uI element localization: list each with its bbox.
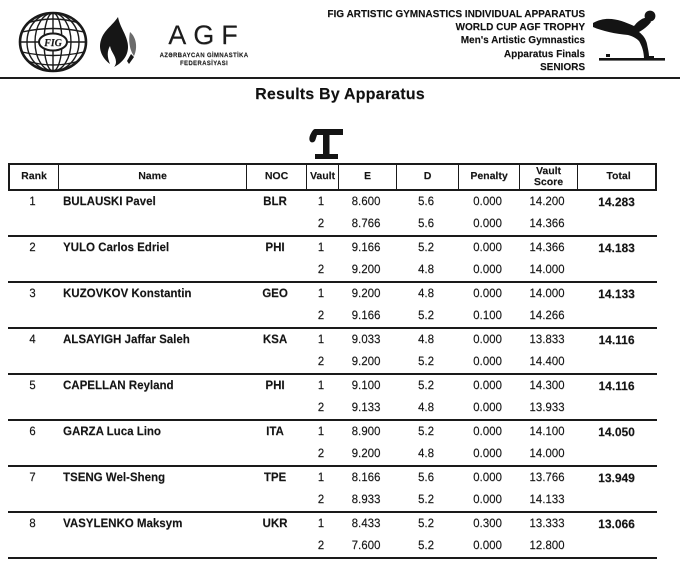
vault-score-value: 12.800: [529, 540, 565, 552]
penalty-value: 0.000: [473, 196, 502, 208]
e-score: 8.433: [351, 518, 381, 530]
vault-score-value: 13.933: [529, 402, 565, 414]
col-header-vault-score: [520, 165, 578, 189]
d-score: 5.2: [418, 426, 434, 438]
e-score: 8.600: [351, 196, 381, 208]
rank-value: 2: [29, 242, 36, 254]
vault-row-1: [8, 421, 657, 443]
vault-row-2: [8, 351, 657, 373]
vault-number: 2: [317, 402, 325, 414]
vault-row-1: [8, 283, 657, 305]
e-score: 9.166: [351, 310, 381, 322]
e-score: 9.133: [351, 402, 381, 414]
penalty-value: 0.000: [473, 356, 502, 368]
col-header-d: D: [397, 165, 459, 189]
event-line-1: FIG ARTISTIC GYMNASTICS INDIVIDUAL APPARATUS: [327, 9, 585, 20]
noc-code: KSA: [262, 334, 288, 346]
noc-code: PHI: [265, 380, 285, 392]
vault-score-value: 14.400: [529, 356, 565, 368]
vault-score-value: 13.833: [529, 334, 565, 346]
e-score: 9.033: [351, 334, 381, 346]
vault-score-value: 14.000: [529, 264, 565, 276]
e-score: 9.200: [351, 264, 381, 276]
result-block: [8, 375, 657, 421]
col-header-vault-score-line2: Score: [533, 176, 564, 188]
penalty-value: 0.000: [473, 426, 502, 438]
athlete-name: CAPELLAN Reyland: [63, 380, 174, 392]
e-score: 7.600: [351, 540, 381, 552]
page-title: Results By Apparatus: [255, 86, 425, 103]
agf-subtitle-line2: FEDERASİYASI: [180, 61, 228, 68]
penalty-value: 0.000: [473, 540, 502, 552]
penalty-value: 0.000: [473, 494, 502, 506]
noc-code: BLR: [263, 196, 287, 208]
rank-value: 6: [29, 426, 36, 438]
vault-number: 2: [317, 356, 325, 368]
vault-score-value: 14.300: [529, 380, 565, 392]
d-score: 4.8: [418, 334, 434, 346]
penalty-value: 0.300: [473, 518, 502, 530]
d-score: 5.2: [418, 540, 434, 552]
results-table: [8, 163, 657, 559]
vault-score-value: 13.333: [529, 518, 565, 530]
total-score: 14.133: [598, 287, 635, 301]
vault-number: 1: [317, 426, 325, 438]
rank-value: 4: [29, 334, 36, 346]
noc-code: UKR: [262, 518, 288, 530]
agf-wordmark: [146, 22, 262, 68]
d-score: 4.8: [418, 402, 434, 414]
penalty-value: 0.000: [473, 264, 502, 276]
vault-number: 2: [317, 494, 325, 506]
noc-code: TPE: [263, 472, 287, 484]
col-header-penalty: Penalty: [459, 165, 520, 189]
vault-score-value: 14.000: [529, 448, 565, 460]
penalty-value: 0.100: [473, 310, 502, 322]
e-score: 8.766: [351, 218, 381, 230]
fig-logo-text: FIG: [44, 38, 62, 49]
d-score: 5.6: [418, 196, 434, 208]
vault-row-2: [8, 535, 657, 557]
vault-number: 2: [317, 264, 325, 276]
vault-score-value: 14.366: [529, 242, 565, 254]
col-header-name: Name: [59, 165, 247, 189]
athlete-name: GARZA Luca Lino: [63, 426, 161, 438]
col-header-noc: NOC: [247, 165, 307, 189]
vault-number: 1: [317, 380, 325, 392]
vault-score-value: 14.266: [529, 310, 565, 322]
athlete-name: YULO Carlos Edriel: [63, 242, 170, 254]
result-block: [8, 283, 657, 329]
e-score: 8.166: [351, 472, 381, 484]
total-score: 14.050: [598, 425, 635, 439]
agf-flame-logo: [93, 16, 141, 68]
noc-code: PHI: [265, 242, 285, 254]
vault-row-2: [8, 443, 657, 465]
penalty-value: 0.000: [473, 242, 502, 254]
d-score: 4.8: [418, 264, 434, 276]
vault-row-2: [8, 213, 657, 235]
noc-code: GEO: [262, 288, 288, 300]
vault-number: 2: [317, 540, 325, 552]
e-score: 9.100: [351, 380, 381, 392]
total-score: 13.066: [598, 517, 635, 531]
d-score: 4.8: [418, 448, 434, 460]
vault-score-value: 14.200: [529, 196, 565, 208]
event-line-5: SENIORS: [539, 61, 585, 73]
col-header-total: Total: [606, 170, 631, 183]
vault-number: 1: [317, 196, 325, 208]
d-score: 5.2: [418, 518, 434, 530]
vault-number: 2: [317, 448, 325, 460]
result-block: [8, 237, 657, 283]
vault-number: 1: [317, 334, 325, 346]
d-score: 5.2: [418, 310, 434, 322]
total-score: 14.283: [598, 195, 635, 209]
event-line-2: WORLD CUP AGF TROPHY: [455, 22, 585, 34]
vault-row-2: [8, 397, 657, 419]
vault-score-value: 14.366: [529, 218, 565, 230]
vault-number: 1: [317, 472, 325, 484]
total-score: 14.183: [598, 241, 635, 255]
vault-number: 2: [317, 218, 325, 230]
vault-score-value: 14.100: [529, 426, 565, 438]
vault-number: 2: [317, 310, 325, 322]
result-block: [8, 513, 657, 559]
rank-value: 3: [29, 288, 36, 300]
col-header-vault-score-line1: Vault: [535, 164, 562, 177]
vault-row-1: [8, 191, 657, 213]
event-info: [255, 8, 585, 74]
event-line-3: Men's Artistic Gymnastics: [460, 35, 585, 47]
penalty-value: 0.000: [473, 472, 502, 484]
rank-value: 7: [29, 472, 36, 484]
total-score: 14.116: [598, 379, 635, 393]
d-score: 5.2: [418, 380, 434, 392]
d-score: 5.6: [418, 472, 434, 484]
penalty-value: 0.000: [473, 334, 502, 346]
d-score: 4.8: [418, 288, 434, 300]
table-header-row: [8, 163, 657, 191]
event-line-4: Apparatus Finals: [503, 48, 585, 60]
penalty-value: 0.000: [473, 402, 502, 414]
athlete-name: VASYLENKO Maksym: [63, 518, 183, 530]
d-score: 5.6: [418, 218, 434, 230]
vault-number: 1: [317, 242, 325, 254]
penalty-value: 0.000: [473, 380, 502, 392]
penalty-value: 0.000: [473, 288, 502, 300]
agf-logo-text: AGF: [168, 20, 245, 50]
fig-globe-logo: [17, 11, 89, 73]
result-block: [8, 421, 657, 467]
e-score: 9.200: [351, 448, 381, 460]
e-score: 8.933: [351, 494, 381, 506]
pommel-gymnast-icon: [593, 8, 678, 63]
e-score: 9.200: [351, 356, 381, 368]
rank-value: 8: [29, 518, 36, 530]
vault-number: 1: [317, 288, 325, 300]
agf-subtitle-line1: AZƏRBAYCAN GİMNASTİKA: [159, 53, 249, 59]
col-header-rank: Rank: [10, 165, 59, 189]
vault-score-value: 14.000: [529, 288, 565, 300]
col-header-e: E: [339, 165, 397, 189]
vault-row-1: [8, 329, 657, 351]
rank-value: 5: [29, 380, 36, 392]
vault-score-value: 13.766: [529, 472, 565, 484]
e-score: 9.166: [351, 242, 381, 254]
header-divider: [0, 77, 680, 79]
e-score: 9.200: [351, 288, 381, 300]
athlete-name: TSENG Wel-Sheng: [63, 472, 166, 484]
vault-row-1: [8, 513, 657, 535]
d-score: 5.2: [418, 242, 434, 254]
result-block: [8, 467, 657, 513]
vault-row-2: [8, 259, 657, 281]
d-score: 5.2: [418, 356, 434, 368]
noc-code: ITA: [266, 426, 284, 438]
vault-row-1: [8, 375, 657, 397]
vault-score-value: 14.133: [529, 494, 565, 506]
rank-value: 1: [29, 196, 36, 208]
d-score: 5.2: [418, 494, 434, 506]
athlete-name: BULAUSKI Pavel: [63, 196, 156, 208]
e-score: 8.900: [351, 426, 381, 438]
penalty-value: 0.000: [473, 448, 502, 460]
agf-subtitle: [146, 52, 262, 68]
athlete-name: KUZOVKOV Konstantin: [63, 288, 192, 300]
athlete-name: ALSAYIGH Jaffar Saleh: [63, 334, 190, 346]
col-header-vault: Vault: [307, 165, 339, 189]
total-score: 14.116: [598, 333, 635, 347]
vault-row-1: [8, 467, 657, 489]
penalty-value: 0.000: [473, 218, 502, 230]
result-block: [8, 329, 657, 375]
vault-number: 1: [317, 518, 325, 530]
vault-row-1: [8, 237, 657, 259]
vault-table-icon: [303, 125, 347, 163]
vault-row-2: [8, 305, 657, 327]
total-score: 13.949: [598, 471, 635, 485]
vault-row-2: [8, 489, 657, 511]
result-block: [8, 191, 657, 237]
